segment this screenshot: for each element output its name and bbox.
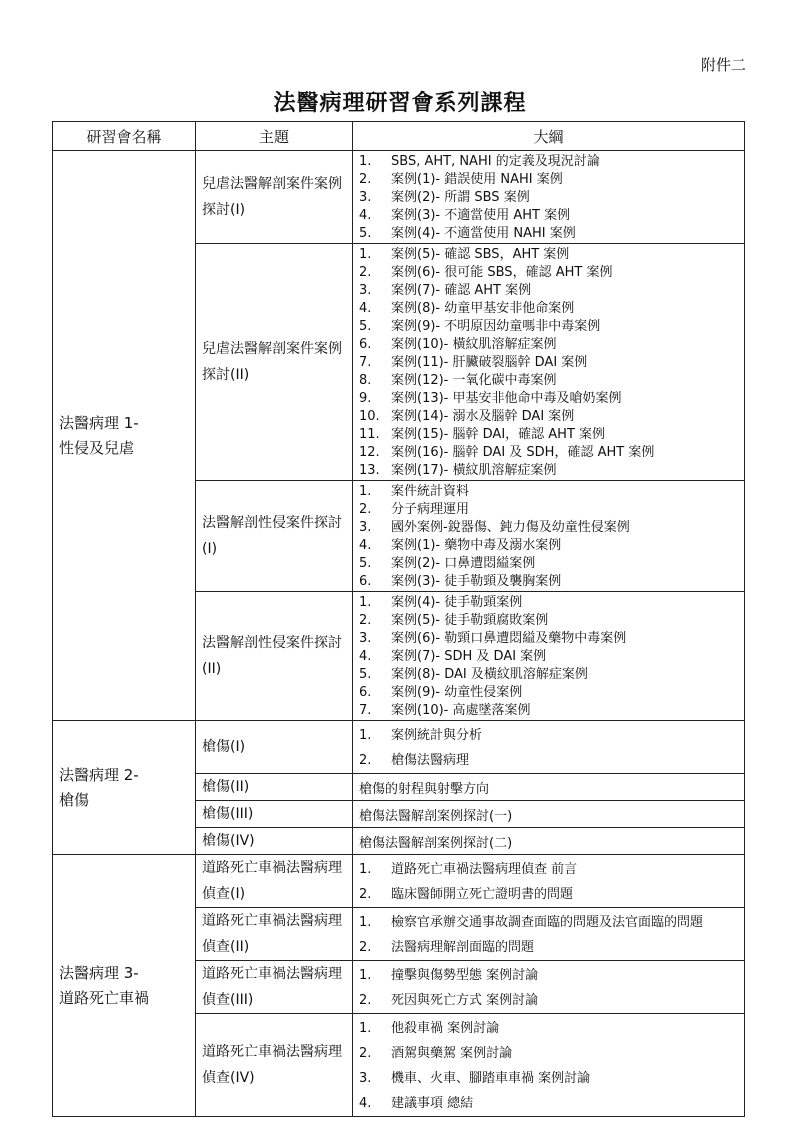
- outline-list: [359, 1016, 738, 1116]
- course-table-body: [53, 151, 745, 1117]
- outline-item-text: 案例(14)- 溺水及腦幹 DAI 案例: [391, 409, 575, 424]
- workshop-name-line: 法醫病理 1-: [59, 413, 139, 432]
- outline-item-number: 2.: [359, 1046, 372, 1061]
- outline-item: [359, 555, 738, 573]
- outline-cell: [353, 961, 745, 1014]
- outline-item-number: 1.: [359, 728, 372, 743]
- outline-item: [359, 1016, 738, 1041]
- outline-item: [359, 153, 738, 171]
- outline-item: [359, 857, 738, 882]
- outline-item-text: 案例(3)- 徒手勒頸及襲胸案例: [391, 574, 562, 589]
- outline-item-text: 酒駕與藥駕 案例討論: [391, 1046, 513, 1061]
- outline-item: [359, 910, 738, 935]
- outline-item: [359, 246, 738, 264]
- topic-cell: 兒虐法醫解剖案件案例探討(II): [196, 244, 353, 481]
- workshop-name-cell: [53, 721, 196, 855]
- outline-item: [359, 537, 738, 555]
- outline-item-text: 案例統計與分析: [391, 728, 483, 743]
- outline-item: [359, 336, 738, 354]
- header-topic: 主題: [196, 122, 353, 151]
- outline-item-text: 分子病理運用: [391, 502, 470, 517]
- outline-item-text: 機車、火車、腳踏車車禍 案例討論: [391, 1071, 591, 1086]
- outline-item-number: 9.: [359, 391, 372, 406]
- outline-item-number: 8.: [359, 373, 372, 388]
- outline-cell: 槍傷法醫解剖案例探討(一): [353, 801, 745, 828]
- outline-item: [359, 171, 738, 189]
- outline-item: [359, 702, 738, 720]
- outline-list: [359, 723, 738, 773]
- workshop-name-line: 道路死亡車禍: [59, 988, 150, 1007]
- outline-item-text: 他殺車禍 案例討論: [391, 1021, 500, 1036]
- topic-cell: 法醫解剖性侵案件探討(I): [196, 481, 353, 592]
- outline-item: [359, 390, 738, 408]
- outline-item: [359, 748, 738, 773]
- outline-cell: [353, 1014, 745, 1117]
- annex-label: 附件二: [700, 56, 746, 74]
- outline-item-text: 案例(1)- 錯誤使用 NAHI 案例: [391, 172, 563, 187]
- outline-item: [359, 988, 738, 1013]
- outline-item-number: 3.: [359, 631, 372, 646]
- page-title: 法醫病理研習會系列課程: [273, 91, 527, 116]
- workshop-name-line: 槍傷: [59, 790, 90, 809]
- outline-item: [359, 1091, 738, 1116]
- topic-cell: 槍傷(IV): [196, 828, 353, 855]
- outline-item-text: 案例(10)- 高處墜落案例: [391, 703, 531, 718]
- course-table: [52, 121, 745, 1117]
- outline-item-text: 國外案例-銳器傷、鈍力傷及幼童性侵案例: [391, 520, 630, 535]
- table-row: [53, 721, 745, 774]
- outline-cell: [353, 721, 745, 774]
- outline-item: [359, 462, 738, 480]
- topic-cell: 法醫解剖性侵案件探討(II): [196, 592, 353, 721]
- outline-item-number: 4.: [359, 538, 372, 553]
- outline-item-number: 3.: [359, 190, 372, 205]
- outline-item-number: 1.: [359, 915, 372, 930]
- outline-item: [359, 573, 738, 591]
- outline-item-number: 12.: [359, 445, 380, 460]
- outline-item-number: 2.: [359, 940, 372, 955]
- outline-item-text: 案例(9)- 不明原因幼童嗎非中毒案例: [391, 319, 601, 334]
- outline-item-text: 案例(4)- 不適當使用 NAHI 案例: [391, 226, 576, 241]
- outline-item-number: 4.: [359, 301, 372, 316]
- outline-item-number: 6.: [359, 337, 372, 352]
- outline-item-text: 案例(15)- 腦幹 DAI，確認 AHT 案例: [391, 427, 606, 442]
- outline-item: [359, 501, 738, 519]
- outline-cell: [353, 592, 745, 721]
- outline-item-text: 檢察官承辦交通事故調查面臨的問題及法官面臨的問題: [391, 915, 704, 930]
- outline-item-number: 7.: [359, 355, 372, 370]
- outline-item-text: 法醫病理解剖面臨的問題: [391, 940, 535, 955]
- outline-list: [359, 910, 738, 960]
- outline-item-number: 5.: [359, 226, 372, 241]
- outline-item-number: 5.: [359, 319, 372, 334]
- outline-item-number: 1.: [359, 595, 372, 610]
- outline-item: [359, 612, 738, 630]
- outline-item: [359, 372, 738, 390]
- outline-item-number: 4.: [359, 1096, 372, 1111]
- outline-item-text: 案例(13)- 甲基安非他命中毒及嗆奶案例: [391, 391, 622, 406]
- outline-item-number: 5.: [359, 556, 372, 571]
- topic-cell: 道路死亡車禍法醫病理偵查(II): [196, 908, 353, 961]
- workshop-name-cell: [53, 151, 196, 721]
- outline-item-number: 3.: [359, 283, 372, 298]
- outline-list: [359, 246, 738, 480]
- outline-item: [359, 963, 738, 988]
- outline-item-text: 案例(11)- 肝臟破裂腦幹 DAI 案例: [391, 355, 588, 370]
- outline-item-text: 案件統計資料: [391, 484, 470, 499]
- outline-cell: 槍傷法醫解剖案例探討(二): [353, 828, 745, 855]
- outline-item-text: 案例(10)- 橫紋肌溶解症案例: [391, 337, 557, 352]
- outline-item-text: 道路死亡車禍法醫病理偵查 前言: [391, 862, 578, 877]
- outline-item-text: 案例(4)- 徒手勒頸案例: [391, 595, 523, 610]
- outline-item-number: 4.: [359, 208, 372, 223]
- outline-item-text: 案例(2)- 所謂 SBS 案例: [391, 190, 530, 205]
- outline-item-number: 3.: [359, 520, 372, 535]
- table-row: [53, 855, 745, 908]
- topic-cell: 道路死亡車禍法醫病理偵查(IV): [196, 1014, 353, 1117]
- outline-item-text: 案例(16)- 腦幹 DAI 及 SDH，確認 AHT 案例: [391, 445, 655, 460]
- workshop-name-line: 法醫病理 2-: [59, 765, 139, 784]
- outline-cell: [353, 151, 745, 244]
- outline-item-text: 案例(7)- 確認 AHT 案例: [391, 283, 532, 298]
- outline-item-number: 3.: [359, 1071, 372, 1086]
- outline-item-number: 2.: [359, 753, 372, 768]
- outline-item-number: 2.: [359, 993, 372, 1008]
- outline-item-number: 1.: [359, 1021, 372, 1036]
- outline-item-text: 死因與死亡方式 案例討論: [391, 993, 539, 1008]
- outline-item-number: 2.: [359, 613, 372, 628]
- outline-item: [359, 426, 738, 444]
- outline-cell: 槍傷的射程與射擊方向: [353, 774, 745, 801]
- topic-cell: 道路死亡車禍法醫病理偵查(I): [196, 855, 353, 908]
- outline-item: [359, 483, 738, 501]
- outline-item-number: 10.: [359, 409, 380, 424]
- outline-item: [359, 264, 738, 282]
- topic-cell: 兒虐法醫解剖案件案例探討(I): [196, 151, 353, 244]
- outline-item-number: 6.: [359, 685, 372, 700]
- outline-item-text: 案例(2)- 口鼻遭悶縊案例: [391, 556, 536, 571]
- outline-item: [359, 630, 738, 648]
- outline-list: [359, 153, 738, 243]
- outline-item: [359, 1066, 738, 1091]
- outline-cell: [353, 855, 745, 908]
- outline-item-number: 2.: [359, 887, 372, 902]
- outline-list: [359, 594, 738, 720]
- header-outline: 大綱: [353, 122, 745, 151]
- outline-item: [359, 648, 738, 666]
- outline-item-number: 11.: [359, 427, 380, 442]
- outline-list: [359, 963, 738, 1013]
- outline-item-number: 5.: [359, 667, 372, 682]
- outline-item-number: 1.: [359, 862, 372, 877]
- outline-item: [359, 282, 738, 300]
- outline-item-text: SBS, AHT, NAHI 的定義及現況討論: [391, 154, 600, 169]
- outline-item-text: 案例(17)- 橫紋肌溶解症案例: [391, 463, 557, 478]
- header-row: [53, 122, 745, 151]
- workshop-name-line: 性侵及兒虐: [59, 438, 135, 457]
- outline-cell: [353, 481, 745, 592]
- outline-item-number: 6.: [359, 574, 372, 589]
- outline-item: [359, 318, 738, 336]
- outline-cell: [353, 244, 745, 481]
- outline-item-text: 案例(3)- 不適當使用 AHT 案例: [391, 208, 571, 223]
- outline-cell: [353, 908, 745, 961]
- outline-item-number: 1.: [359, 247, 372, 262]
- outline-item-number: 4.: [359, 649, 372, 664]
- outline-item-text: 撞擊與傷勢型態 案例討論: [391, 968, 539, 983]
- outline-item-number: 1.: [359, 484, 372, 499]
- outline-item: [359, 723, 738, 748]
- outline-item-number: 1.: [359, 968, 372, 983]
- outline-item: [359, 300, 738, 318]
- outline-item: [359, 935, 738, 960]
- outline-item: [359, 1041, 738, 1066]
- outline-item-number: 2.: [359, 502, 372, 517]
- outline-item-text: 案例(8)- DAI 及橫紋肌溶解症案例: [391, 667, 588, 682]
- outline-item-text: 案例(1)- 藥物中毒及溺水案例: [391, 538, 562, 553]
- outline-item: [359, 354, 738, 372]
- outline-item-number: 2.: [359, 265, 372, 280]
- table-row: [53, 151, 745, 244]
- outline-item-text: 案例(7)- SDH 及 DAI 案例: [391, 649, 547, 664]
- outline-item-text: 案例(5)- 確認 SBS，AHT 案例: [391, 247, 570, 262]
- topic-cell: 槍傷(III): [196, 801, 353, 828]
- topic-cell: 道路死亡車禍法醫病理偵查(III): [196, 961, 353, 1014]
- outline-item-text: 槍傷法醫病理: [391, 753, 470, 768]
- outline-item-text: 臨床醫師開立死亡證明書的問題: [391, 887, 574, 902]
- outline-item: [359, 519, 738, 537]
- topic-cell: 槍傷(I): [196, 721, 353, 774]
- outline-item: [359, 225, 738, 243]
- topic-cell: 槍傷(II): [196, 774, 353, 801]
- outline-item-text: 案例(6)- 勒頸口鼻遭悶縊及藥物中毒案例: [391, 631, 627, 646]
- outline-item-text: 案例(8)- 幼童甲基安非他命案例: [391, 301, 575, 316]
- outline-item: [359, 684, 738, 702]
- outline-item: [359, 666, 738, 684]
- outline-item: [359, 207, 738, 225]
- outline-item-number: 2.: [359, 172, 372, 187]
- outline-item: [359, 882, 738, 907]
- workshop-name-line: 法醫病理 3-: [59, 963, 139, 982]
- outline-list: [359, 857, 738, 907]
- outline-item: [359, 444, 738, 462]
- outline-item-text: 案例(5)- 徒手勒頸腐敗案例: [391, 613, 549, 628]
- outline-item: [359, 189, 738, 207]
- outline-item-text: 建議事項 總結: [391, 1096, 474, 1111]
- outline-list: [359, 483, 738, 591]
- workshop-name-cell: [53, 855, 196, 1117]
- outline-item-text: 案例(9)- 幼童性侵案例: [391, 685, 523, 700]
- outline-item-text: 案例(6)- 很可能 SBS，確認 AHT 案例: [391, 265, 613, 280]
- outline-item-number: 7.: [359, 703, 372, 718]
- outline-item-number: 1.: [359, 154, 372, 169]
- header-workshop-name: 研習會名稱: [53, 122, 196, 151]
- outline-item: [359, 408, 738, 426]
- outline-item: [359, 594, 738, 612]
- outline-item-number: 13.: [359, 463, 380, 478]
- outline-item-text: 案例(12)- 一氧化碳中毒案例: [391, 373, 557, 388]
